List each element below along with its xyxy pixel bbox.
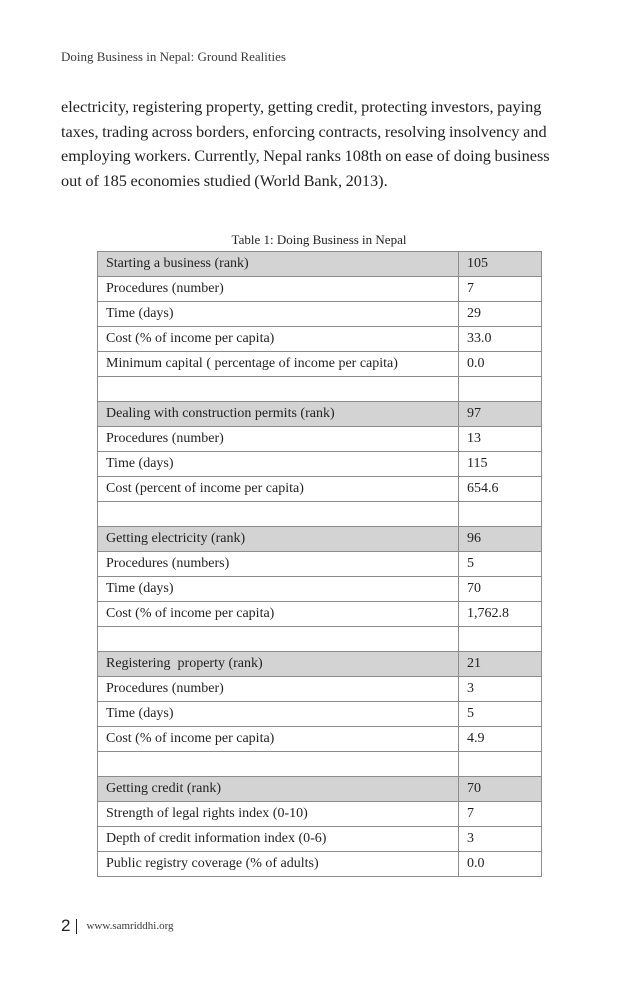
row-value: 0.0 [459, 352, 542, 377]
paragraph-line: employing workers. Currently, Nepal ranks 108th on ease of doing business [61, 146, 550, 165]
page-number: 2 [61, 916, 71, 935]
table-row-rank [98, 402, 542, 427]
row-value: 3 [459, 827, 542, 852]
row-value: 7 [459, 802, 542, 827]
row-label: Strength of legal rights index (0-10) [98, 802, 459, 827]
row-label: Getting credit (rank) [98, 777, 459, 802]
table-row [98, 677, 542, 702]
table-row [98, 477, 542, 502]
table-row [98, 427, 542, 452]
row-value: 13 [459, 427, 542, 452]
row-value: 96 [459, 527, 542, 552]
table-row [98, 327, 542, 352]
table-row [98, 577, 542, 602]
empty-cell [459, 377, 542, 402]
row-value: 3 [459, 677, 542, 702]
row-label: Time (days) [98, 577, 459, 602]
row-value: 4.9 [459, 727, 542, 752]
paragraph-line: electricity, registering property, getting credit, protecting investors, paying [61, 97, 542, 116]
table-row [98, 452, 542, 477]
table-spacer-row [98, 752, 542, 777]
row-label: Cost (percent of income per capita) [98, 477, 459, 502]
row-value: 97 [459, 402, 542, 427]
row-label: Cost (% of income per capita) [98, 727, 459, 752]
table-row [98, 277, 542, 302]
row-label: Dealing with construction permits (rank) [98, 402, 459, 427]
table-row [98, 702, 542, 727]
row-label: Depth of credit information index (0-6) [98, 827, 459, 852]
table-row [98, 602, 542, 627]
table-row [98, 852, 542, 877]
row-label: Procedures (number) [98, 677, 459, 702]
row-value: 29 [459, 302, 542, 327]
row-value: 5 [459, 552, 542, 577]
footer-divider [76, 919, 77, 934]
empty-cell [459, 502, 542, 527]
row-label: Procedures (numbers) [98, 552, 459, 577]
empty-cell [98, 377, 459, 402]
row-value: 21 [459, 652, 542, 677]
table-row [98, 302, 542, 327]
table-row-rank [98, 527, 542, 552]
row-value: 7 [459, 277, 542, 302]
footer-website: www.samriddhi.org [86, 920, 174, 932]
table-row [98, 552, 542, 577]
row-label: Time (days) [98, 702, 459, 727]
table-spacer-row [98, 627, 542, 652]
running-header: Doing Business in Nepal: Ground Realities [61, 49, 286, 64]
table-row-rank [98, 252, 542, 277]
body-paragraph [61, 95, 581, 193]
row-label: Time (days) [98, 452, 459, 477]
table-row [98, 352, 542, 377]
table-row-rank [98, 652, 542, 677]
empty-cell [98, 502, 459, 527]
row-value: 654.6 [459, 477, 542, 502]
row-label: Procedures (number) [98, 427, 459, 452]
row-label: Cost (% of income per capita) [98, 602, 459, 627]
row-value: 105 [459, 252, 542, 277]
row-label: Starting a business (rank) [98, 252, 459, 277]
empty-cell [459, 627, 542, 652]
row-label: Getting electricity (rank) [98, 527, 459, 552]
doing-business-table [97, 251, 542, 877]
row-value: 115 [459, 452, 542, 477]
row-label: Public registry coverage (% of adults) [98, 852, 459, 877]
row-label: Cost (% of income per capita) [98, 327, 459, 352]
empty-cell [98, 627, 459, 652]
row-value: 5 [459, 702, 542, 727]
row-label: Time (days) [98, 302, 459, 327]
row-value: 33.0 [459, 327, 542, 352]
page-footer [61, 916, 174, 936]
table-spacer-row [98, 502, 542, 527]
table-row [98, 827, 542, 852]
paragraph-line: out of 185 economies studied (World Bank, 2013). [61, 170, 388, 190]
row-label: Procedures (number) [98, 277, 459, 302]
empty-cell [459, 752, 542, 777]
row-value: 1,762.8 [459, 602, 542, 627]
empty-cell [98, 752, 459, 777]
row-value: 70 [459, 777, 542, 802]
table-caption: Table 1: Doing Business in Nepal [231, 232, 407, 247]
row-value: 0.0 [459, 852, 542, 877]
row-label: Minimum capital ( percentage of income per capita) [98, 352, 459, 377]
table-spacer-row [98, 377, 542, 402]
row-label: Registering property (rank) [98, 652, 459, 677]
table-row [98, 727, 542, 752]
paragraph-line: taxes, trading across borders, enforcing contracts, resolving insolvency and [61, 121, 547, 141]
table-row [98, 802, 542, 827]
row-value: 70 [459, 577, 542, 602]
table-row-rank [98, 777, 542, 802]
